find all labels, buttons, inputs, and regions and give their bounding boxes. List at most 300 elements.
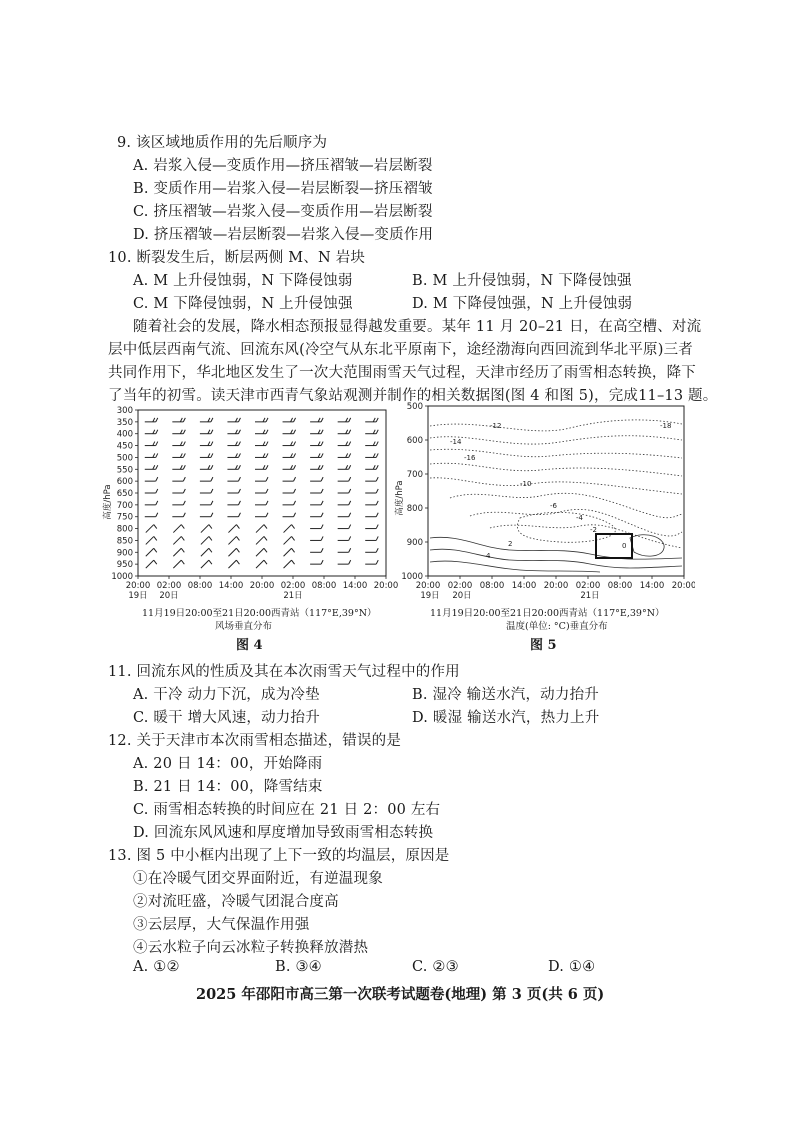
barb-flag (349, 560, 351, 564)
fig4-day-20: 20日 (159, 591, 179, 601)
barb-flag (321, 465, 323, 469)
wind-barb (365, 513, 378, 517)
barb-flag (266, 477, 268, 481)
barb-flag (321, 501, 323, 505)
wind-barb (227, 418, 240, 422)
wind-barb (201, 525, 212, 533)
contour-line (430, 561, 600, 572)
barb-flag (266, 501, 268, 505)
wind-barb (255, 501, 268, 505)
wind-barb (338, 442, 351, 446)
barb-flag (376, 536, 378, 540)
fig4-caption-2: 风场垂直分布 (215, 621, 273, 632)
wind-barb (227, 477, 240, 481)
q13-option-d: D. ①④ (548, 959, 596, 975)
wind-barb (200, 418, 213, 422)
wind-barb (255, 513, 268, 517)
wind-barb (172, 477, 185, 481)
fig5-day-21: 21日 (580, 591, 600, 601)
x-tick-label: 08:00 (607, 581, 633, 591)
wind-barb (365, 442, 378, 446)
fig5-ylabel: 高度/hPa (395, 480, 405, 516)
barb-flag (291, 465, 293, 469)
wind-barb (283, 465, 296, 469)
y-tick-label: 500 (406, 402, 423, 412)
x-tick-label: 02:00 (447, 581, 473, 591)
wind-barb (255, 453, 268, 457)
barb-flag (209, 536, 212, 540)
wind-barb (255, 430, 268, 434)
q12-stem: 12. 关于天津市本次雨雪相态描述，错误的是 (108, 733, 402, 749)
wind-barb (228, 548, 239, 556)
barb-shaft (256, 548, 264, 556)
barb-flag (156, 418, 158, 422)
barb-flag (208, 453, 210, 457)
barb-flag (180, 453, 182, 457)
y-tick-label: 700 (116, 500, 133, 511)
wind-barb (365, 430, 378, 434)
barb-flag (183, 442, 185, 446)
contour-label: -18 (660, 422, 672, 430)
barb-flag (153, 465, 155, 469)
barb-flag (183, 489, 185, 493)
wind-barb (172, 442, 185, 446)
barb-flag (211, 430, 213, 434)
barb-flag (291, 430, 293, 434)
barb-flag (291, 453, 293, 457)
barb-flag (294, 442, 296, 446)
wind-barb (173, 560, 184, 568)
wind-barb (284, 548, 295, 556)
fig4-ylabel: 高度/hPa (103, 484, 113, 520)
wind-barb (283, 513, 296, 517)
barb-flag (264, 536, 267, 540)
fig5-contours (430, 420, 682, 572)
wind-barb (146, 536, 157, 544)
wind-barb (227, 513, 240, 517)
wind-barb (338, 489, 351, 493)
barb-shaft (256, 536, 264, 544)
barb-shaft (228, 548, 236, 556)
barb-flag (266, 453, 268, 457)
barb-flag (346, 453, 348, 457)
wind-barb (227, 453, 240, 457)
contour-closed (630, 535, 664, 556)
barb-flag (376, 489, 378, 493)
wind-barb (256, 536, 267, 544)
wind-barb (310, 501, 323, 505)
barb-shaft (173, 536, 181, 544)
y-tick-label: 600 (116, 477, 133, 488)
barb-flag (235, 465, 237, 469)
barb-flag (263, 418, 265, 422)
barb-shaft (146, 536, 154, 544)
barb-flag (181, 548, 184, 552)
barb-flag (321, 453, 323, 457)
figure-4 (100, 402, 400, 642)
barb-flag (156, 442, 158, 446)
barb-flag (292, 525, 295, 529)
wind-barb (172, 430, 185, 434)
wind-barb (200, 477, 213, 481)
y-tick-label: 850 (116, 536, 133, 547)
y-tick-label: 400 (116, 429, 133, 440)
contour-line (430, 478, 682, 494)
y-tick-label: 900 (116, 548, 133, 559)
q12-option-d: D. 回流东风风速和厚度增加导致雨雪相态转换 (133, 825, 434, 841)
wind-barb (283, 442, 296, 446)
barb-flag (153, 442, 155, 446)
barb-flag (263, 430, 265, 434)
x-tick-label: 20:00 (125, 581, 151, 591)
q10-option-c: C. M 下降侵蚀弱，N 上升侵蚀强 (133, 296, 353, 312)
wind-barb (200, 442, 213, 446)
barb-flag (211, 465, 213, 469)
wind-barb (173, 548, 184, 556)
wind-barb (255, 442, 268, 446)
fig5-label: 图 5 (530, 638, 557, 653)
x-tick-label: 20:00 (543, 581, 569, 591)
barb-flag (156, 453, 158, 457)
wind-barb (283, 501, 296, 505)
fig4-caption-1: 11月19日20:00至21日20:00西青站（117°E,39°N） (142, 608, 377, 619)
barb-flag (211, 418, 213, 422)
wind-barb (365, 560, 378, 564)
contour-label: -2 (590, 526, 597, 534)
barb-flag (209, 560, 212, 564)
y-tick-label: 450 (116, 441, 133, 452)
barb-flag (346, 442, 348, 446)
wind-barb (310, 525, 323, 529)
contour-line (430, 549, 682, 568)
q13-item-3: ③云层厚，大气保温作用强 (133, 917, 310, 933)
barb-flag (294, 477, 296, 481)
wind-barb (284, 536, 295, 544)
barb-flag (294, 418, 296, 422)
wind-barb (200, 465, 213, 469)
barb-flag (294, 501, 296, 505)
barb-shaft (284, 525, 292, 533)
barb-shaft (201, 560, 209, 568)
wind-barb (145, 465, 158, 469)
barb-flag (321, 442, 323, 446)
page-footer: 2025 年邵阳市高三第一次联考试题卷(地理) 第 3 页(共 6 页) (196, 986, 605, 1003)
barb-flag (208, 418, 210, 422)
q13-option-b: B. ③④ (275, 959, 322, 975)
q12-option-b: B. 21 日 14：00，降雪结束 (133, 779, 323, 795)
wind-barb (228, 560, 239, 568)
barb-flag (183, 477, 185, 481)
barb-shaft (173, 548, 181, 556)
fig4-xticks (126, 576, 399, 591)
y-tick-label: 500 (116, 453, 133, 464)
wind-barb (338, 501, 351, 505)
wind-barb (172, 465, 185, 469)
q10-stem: 10. 断裂发生后，断层两侧 M、N 岩块 (108, 250, 366, 266)
y-tick-label: 300 (116, 406, 133, 416)
barb-flag (209, 525, 212, 529)
q9-option-a: A. 岩浆入侵—变质作用—挤压褶皱—岩层断裂 (133, 158, 433, 174)
x-tick-label: 08:00 (479, 581, 505, 591)
q13-item-4: ④云水粒子向云冰粒子转换释放潜热 (133, 940, 369, 956)
barb-flag (180, 418, 182, 422)
wind-barb (310, 560, 323, 564)
barb-shaft (284, 536, 292, 544)
q10-option-a: A. M 上升侵蚀弱，N 下降侵蚀弱 (133, 273, 353, 289)
barb-flag (321, 418, 323, 422)
fig5-svg (390, 398, 695, 602)
barb-flag (153, 430, 155, 434)
q10-option-d: D. M 下降侵蚀强，N 上升侵蚀弱 (412, 296, 633, 312)
barb-flag (238, 442, 240, 446)
wind-barb (255, 489, 268, 493)
wind-barb (338, 418, 351, 422)
barb-shaft (228, 525, 236, 533)
barb-flag (321, 430, 323, 434)
barb-flag (156, 513, 158, 517)
fig4-label: 图 4 (236, 638, 263, 653)
wind-barb (310, 513, 323, 517)
q13-item-1: ①在冷暖气团交界面附近，有逆温现象 (133, 871, 383, 887)
barb-flag (349, 430, 351, 434)
barb-flag (292, 560, 295, 564)
barb-flag (235, 418, 237, 422)
x-tick-label: 08:00 (311, 581, 337, 591)
barb-flag (183, 430, 185, 434)
q12-option-a: A. 20 日 14：00，开始降雨 (133, 756, 323, 772)
barb-flag (321, 513, 323, 517)
barb-flag (376, 418, 378, 422)
barb-flag (236, 525, 239, 529)
fig5-xticks (416, 576, 695, 591)
wind-barb (283, 430, 296, 434)
contour-label: -12 (490, 422, 502, 430)
q13-option-c: C. ②③ (412, 959, 459, 975)
x-tick-label: 20:00 (415, 581, 441, 591)
barb-shaft (146, 560, 154, 568)
q11-option-d: D. 暖湿 输送水汽，热力上升 (412, 710, 600, 726)
barb-flag (153, 453, 155, 457)
barb-shaft (228, 560, 236, 568)
wind-barb (200, 453, 213, 457)
barb-flag (209, 548, 212, 552)
barb-flag (238, 513, 240, 517)
y-tick-label: 800 (116, 524, 133, 535)
fig4-day-19: 19日 (128, 591, 148, 601)
barb-flag (211, 477, 213, 481)
fig4-day-21: 21日 (283, 591, 303, 601)
fig4-svg (100, 402, 400, 602)
barb-flag (376, 501, 378, 505)
wind-barb (255, 465, 268, 469)
y-tick-label: 600 (406, 436, 423, 446)
fig4-wind-barbs (145, 418, 378, 568)
barb-flag (264, 548, 267, 552)
x-tick-label: 02:00 (575, 581, 601, 591)
barb-flag (263, 442, 265, 446)
barb-flag (294, 430, 296, 434)
barb-flag (294, 513, 296, 517)
contour-line (430, 463, 682, 476)
barb-flag (266, 465, 268, 469)
barb-flag (266, 442, 268, 446)
wind-barb (228, 525, 239, 533)
q12-option-c: C. 雨雪相态转换的时间应在 21 日 2：00 左右 (133, 802, 441, 818)
wind-barb (338, 453, 351, 457)
wind-barb (256, 548, 267, 556)
wind-barb (283, 477, 296, 481)
contour-label: -14 (450, 438, 462, 446)
passage-line-3: 共同作用下，华北地区发生了一次大范围雨雪天气过程，天津市经历了雨雪相态转换，降下 (108, 365, 696, 381)
barb-flag (264, 525, 267, 529)
barb-shaft (146, 525, 154, 533)
barb-flag (235, 453, 237, 457)
barb-flag (346, 465, 348, 469)
wind-barb (338, 525, 351, 529)
barb-flag (376, 453, 378, 457)
barb-flag (294, 489, 296, 493)
wind-barb (284, 525, 295, 533)
barb-flag (266, 489, 268, 493)
barb-flag (292, 536, 295, 540)
q9-stem: 9. 该区域地质作用的先后顺序为 (117, 135, 328, 151)
wind-barb (145, 442, 158, 446)
barb-shaft (173, 525, 181, 533)
barb-shaft (284, 548, 292, 556)
wind-barb (200, 489, 213, 493)
x-tick-label: 20:00 (249, 581, 275, 591)
barb-flag (153, 418, 155, 422)
wind-barb (310, 442, 323, 446)
barb-flag (376, 560, 378, 564)
y-tick-label: 900 (406, 538, 423, 548)
wind-barb (201, 560, 212, 568)
barb-flag (318, 430, 320, 434)
wind-barb (365, 525, 378, 529)
q13-stem: 13. 图 5 中小框内出现了上下一致的均温层，原因是 (108, 848, 450, 864)
x-tick-label: 20:00 (671, 581, 695, 591)
wind-barb (338, 477, 351, 481)
wind-barb (146, 560, 157, 568)
wind-barb (365, 453, 378, 457)
x-tick-label: 14:00 (639, 581, 665, 591)
wind-barb (283, 418, 296, 422)
contour-label: -4 (576, 514, 583, 522)
q11-stem: 11. 回流东风的性质及其在本次雨雪天气过程中的作用 (108, 664, 460, 680)
barb-flag (236, 548, 239, 552)
wind-barb (200, 501, 213, 505)
fig5-highlight-box (596, 534, 632, 558)
wind-barb (283, 489, 296, 493)
barb-flag (321, 525, 323, 529)
barb-flag (156, 430, 158, 434)
wind-barb (284, 560, 295, 568)
barb-flag (208, 442, 210, 446)
barb-flag (263, 453, 265, 457)
barb-flag (208, 430, 210, 434)
barb-flag (321, 536, 323, 540)
contour-line (430, 420, 682, 431)
barb-flag (321, 477, 323, 481)
barb-flag (264, 560, 267, 564)
wind-barb (201, 536, 212, 544)
wind-barb (365, 418, 378, 422)
y-tick-label: 750 (116, 512, 133, 523)
barb-flag (181, 560, 184, 564)
wind-barb (145, 513, 158, 517)
barb-flag (266, 418, 268, 422)
barb-shaft (201, 536, 209, 544)
contour-label: 2 (508, 540, 513, 548)
barb-flag (238, 501, 240, 505)
wind-barb (255, 418, 268, 422)
barb-flag (373, 442, 375, 446)
wind-barb (172, 489, 185, 493)
x-tick-label: 20:00 (373, 581, 399, 591)
wind-barb (227, 465, 240, 469)
barb-flag (294, 465, 296, 469)
barb-flag (266, 430, 268, 434)
wind-barb (227, 489, 240, 493)
barb-flag (154, 525, 157, 529)
barb-flag (349, 442, 351, 446)
barb-flag (318, 465, 320, 469)
barb-flag (291, 442, 293, 446)
barb-flag (180, 430, 182, 434)
wind-barb (172, 453, 185, 457)
barb-flag (235, 442, 237, 446)
barb-flag (294, 453, 296, 457)
wind-barb (310, 536, 323, 540)
barb-flag (373, 465, 375, 469)
fig5-caption-1: 11月19日20:00至21日20:00西青站（117°E,39°N） (430, 608, 665, 619)
barb-shaft (256, 525, 264, 533)
barb-flag (376, 430, 378, 434)
fig5-caption-2: 温度(单位: °C)垂直分布 (506, 621, 608, 632)
y-tick-label: 950 (116, 560, 133, 571)
wind-barb (146, 548, 157, 556)
barb-flag (349, 513, 351, 517)
wind-barb (227, 501, 240, 505)
barb-shaft (173, 560, 181, 568)
barb-flag (373, 453, 375, 457)
barb-flag (238, 477, 240, 481)
barb-flag (183, 465, 185, 469)
q13-item-2: ②对流旺盛，冷暖气团混合度高 (133, 894, 339, 910)
wind-barb (173, 525, 184, 533)
barb-flag (376, 465, 378, 469)
barb-flag (292, 548, 295, 552)
barb-flag (236, 560, 239, 564)
barb-flag (349, 465, 351, 469)
barb-flag (156, 465, 158, 469)
barb-flag (208, 465, 210, 469)
barb-flag (373, 418, 375, 422)
barb-flag (156, 489, 158, 493)
barb-shaft (201, 525, 209, 533)
passage-line-1: 随着社会的发展，降水相态预报显得越发重要。某年 11 月 20–21 日，在高空槽、对流 (133, 319, 702, 335)
wind-barb (200, 430, 213, 434)
barb-flag (349, 453, 351, 457)
wind-barb (365, 536, 378, 540)
wind-barb (256, 560, 267, 568)
contour-closed (517, 512, 615, 542)
wind-barb (338, 513, 351, 517)
barb-flag (183, 418, 185, 422)
barb-flag (238, 489, 240, 493)
q13-option-a: A. ①② (133, 959, 180, 975)
barb-flag (183, 453, 185, 457)
